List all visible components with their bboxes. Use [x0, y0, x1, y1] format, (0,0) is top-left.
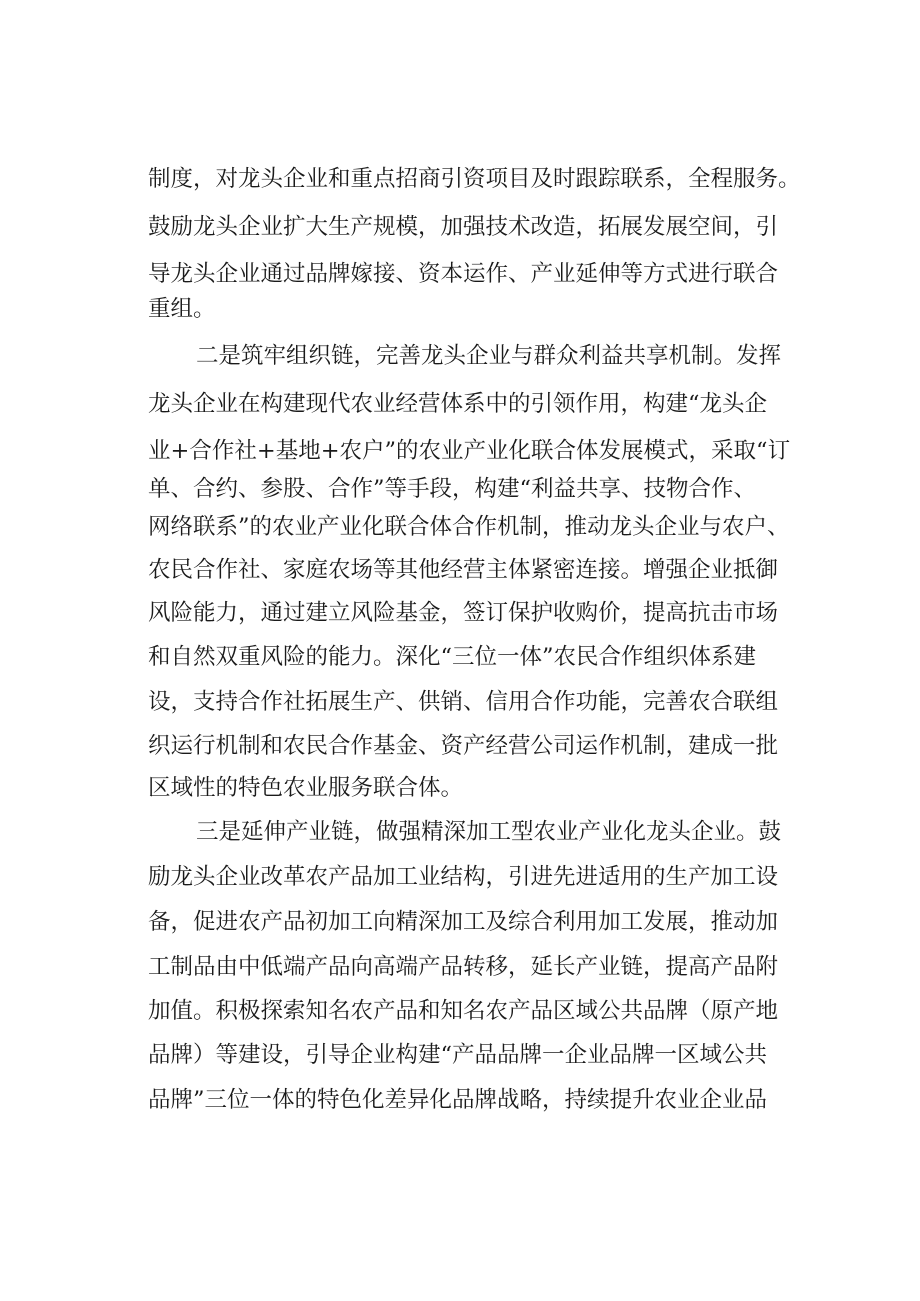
text-line: 品牌”三位一体的特色化差异化品牌战略，持续提升农业企业品 [148, 1087, 768, 1113]
text-line: 风险能力，通过建立风险基金，签订保护收购价，提高抗击市场 [148, 600, 779, 626]
text-line: 单、合约、参股、合作”等手段，构建“利益共享、技物合作、 [148, 476, 757, 502]
paragraph-first-line: 二是筑牢组织链，完善龙头企业与群众利益共享机制。发挥 [196, 343, 782, 369]
text-line: 鼓励龙头企业扩大生产规模，加强技术改造，拓展发展空间，引 [148, 214, 779, 240]
text-line: 励龙头企业改革农产品加工业结构，引进先进适用的生产加工设 [148, 864, 779, 890]
text-line: 区域性的特色农业服务联合体。 [148, 775, 464, 801]
text-line: 品牌）等建设，引导企业构建“产品品牌一企业品牌一区域公共 [148, 1042, 768, 1068]
text-line: 织运行机制和农民合作基金、资产经营公司运作机制，建成一批 [148, 733, 779, 759]
text-line: 工制品由中低端产品向高端产品转移，延长产业链，提高产品附 [148, 954, 779, 980]
text-line: 龙头企业在构建现代农业经营体系中的引领作用，构建“龙头企 [148, 391, 768, 417]
text-line: 农民合作社、家庭农场等其他经营主体紧密连接。增强企业抵御 [148, 557, 779, 583]
text-line: 加值。积极探索知名农产品和知名农产品区域公共品牌（原产地 [148, 998, 779, 1024]
text-line: 重组。 [148, 296, 216, 322]
text-line: 业+合作社+基地+农户”的农业产业化联合体发展模式，采取“订 [148, 438, 791, 464]
text-line: 设，支持合作社拓展生产、供销、信用合作功能，完善农合联组 [148, 689, 779, 715]
text-line: 制度，对龙头企业和重点招商引资项目及时跟踪联系，全程服务。 [148, 166, 801, 192]
text-line: 网络联系”的农业产业化联合体合作机制，推动龙头企业与农户、 [148, 514, 790, 540]
text-line: 和自然双重风险的能力。深化“三位一体”农民合作组织体系建 [148, 644, 757, 670]
paragraph-first-line: 三是延伸产业链，做强精深加工型农业产业化龙头企业。鼓 [196, 819, 782, 845]
text-line: 备，促进农产品初加工向精深加工及综合利用加工发展，推动加 [148, 909, 779, 935]
text-line: 导龙头企业通过品牌嫁接、资本运作、产业延伸等方式进行联合 [148, 261, 779, 287]
